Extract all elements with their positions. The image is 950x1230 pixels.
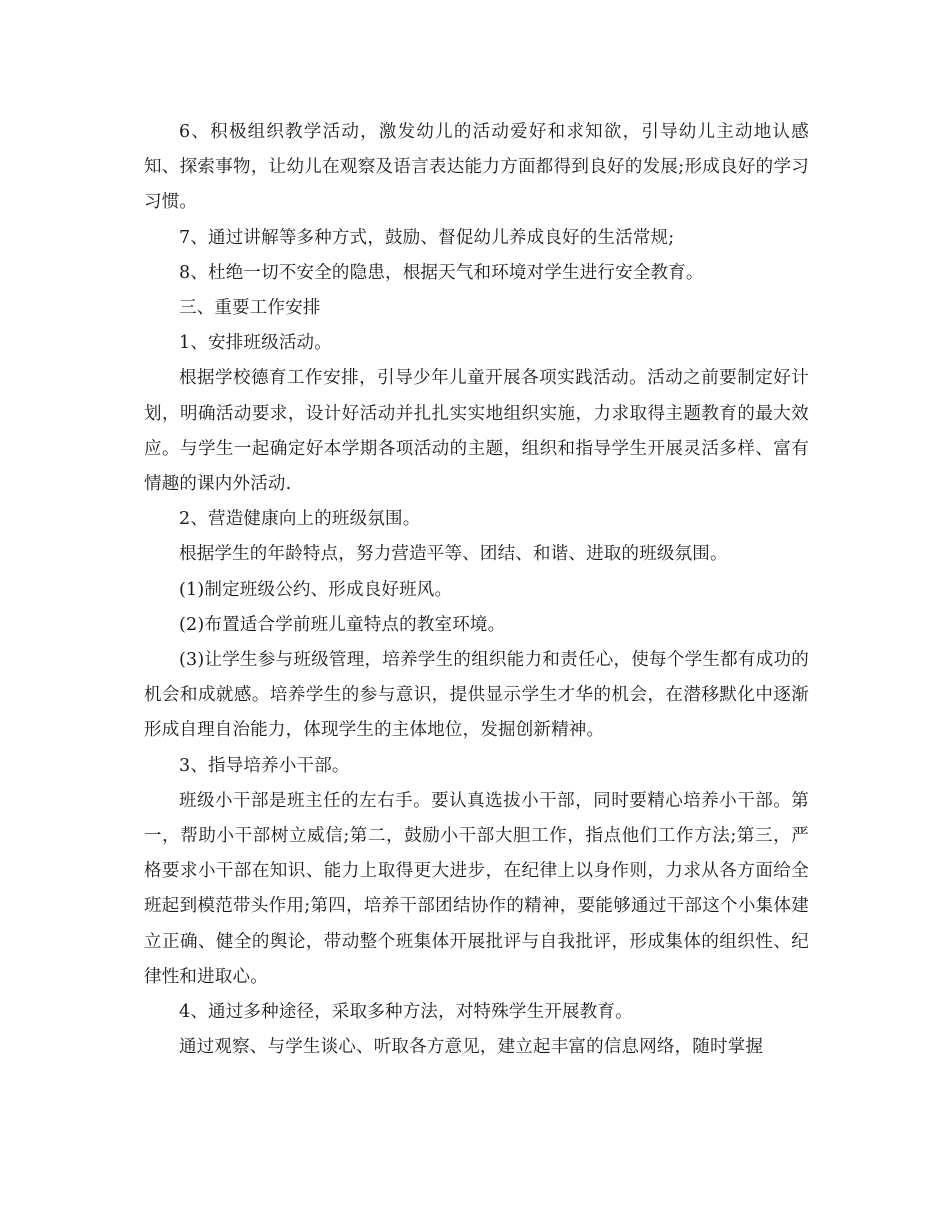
paragraph-item-7: 7、通过讲解等多种方式，鼓励、督促幼儿养成良好的生活常规; [179, 227, 675, 248]
document-body [144, 115, 809, 1065]
paragraph-class-cadres: 班级小干部是班主任的左右手。要认真选拔小干部，同时要精心培养小干部。第一，帮助小干部树立威信;第二，鼓励小干部大胆工作，指点他们工作方法;第三，严格要求小干部在知识、能力上取得更大进步，在纪律上以身作则，力求从各方面给全班起到模范带头作用;第四，培养干部团结协作的精神，要能够通过干部这个小集体建立正确、健全的舆论，带动整个班集体开展批评与自我批评，形成集体的组织性、纪律性和进取心。 [144, 790, 809, 987]
paragraph-class-atmosphere: 根据学生的年龄特点，努力营造平等、团结、和谐、进取的班级氛围。 [179, 544, 728, 565]
paragraph-item-6: 6、积极组织教学活动，激发幼儿的活动爱好和求知欲，引导幼儿主动地认感知、探索事物，让幼儿在观察及语言表达能力方面都得到良好的发展;形成良好的学习习惯。 [144, 122, 809, 213]
paragraph-class-activities: 根据学校德育工作安排，引导少年儿童开展各项实践活动。活动之前要制定好计划，明确活动要求，设计好活动并扎扎实实地组织实施，力求取得主题教育的最大效应。与学生一起确定好本学期各项活动的主题，组织和指导学生开展灵活多样、富有情趣的课内外活动. [144, 368, 809, 495]
subheading-1: 1、安排班级活动。 [179, 333, 332, 354]
subheading-4: 4、通过多种途径，采取多种方法，对特殊学生开展教育。 [179, 1002, 633, 1023]
paragraph-item-8: 8、杜绝一切不安全的隐患，根据天气和环境对学生进行安全教育。 [179, 262, 704, 283]
paragraph-special-students: 通过观察、与学生谈心、听取各方意见，建立起丰富的信息网络，随时掌握 [179, 1037, 764, 1058]
list-item-2: (2)布置适合学前班儿童特点的教室环境。 [179, 614, 506, 635]
list-item-1: (1)制定班级公约、形成良好班风。 [179, 579, 453, 600]
subheading-2: 2、营造健康向上的班级氛围。 [179, 509, 421, 530]
section-heading-3: 三、重要工作安排 [179, 298, 321, 319]
subheading-3: 3、指导培养小干部。 [179, 755, 350, 776]
list-item-3: (3)让学生参与班级管理，培养学生的组织能力和责任心，使每个学生都有成功的机会和成就感。培养学生的参与意识，提供显示学生才华的机会，在潜移默化中逐渐形成自理自治能力，体现学生的主体地位，发掘创新精神。 [144, 650, 809, 741]
